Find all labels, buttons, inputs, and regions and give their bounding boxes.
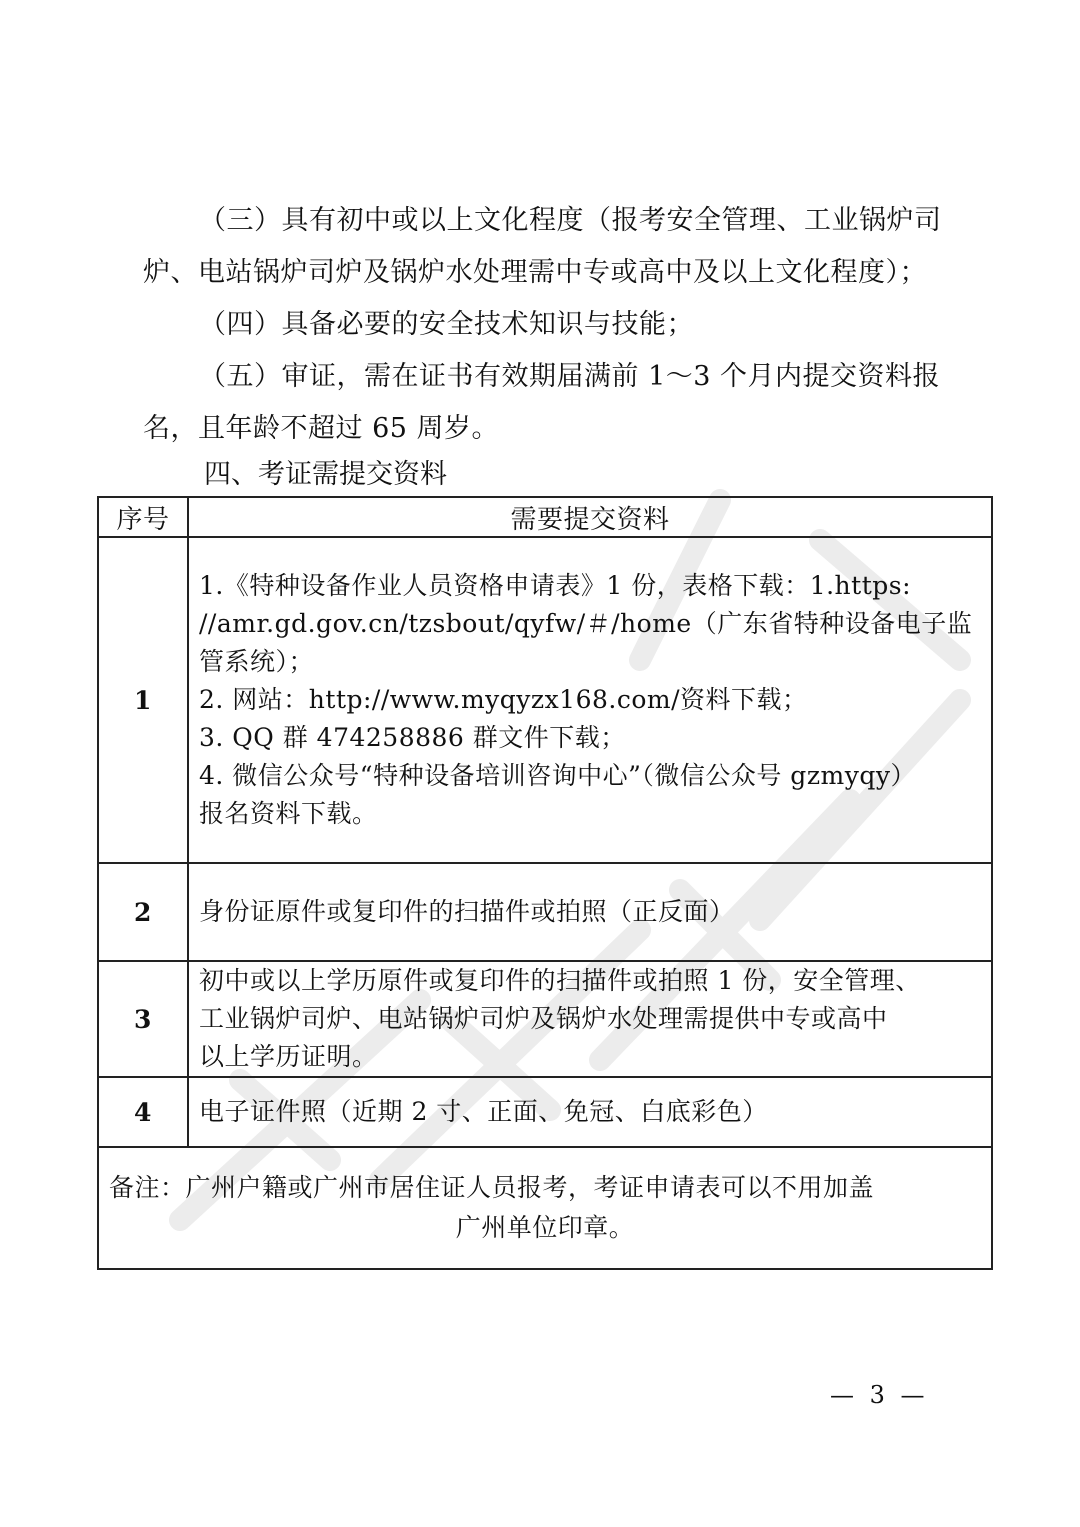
table-row	[98, 961, 992, 1077]
paragraph-three-line2: 炉、电站锅炉司炉及锅炉水处理需中专或高中及以上文化程度）；	[143, 257, 927, 288]
table-row	[98, 1077, 992, 1147]
row-line: //amr.gd.gov.cn/tzsbout/qyfw/＃/home（广东省特种设备电子监	[199, 609, 973, 638]
row-line: 管系统）；	[199, 647, 315, 676]
row-number: 4	[98, 1077, 188, 1147]
page-number: — 3 —	[830, 1381, 929, 1409]
paragraph-three-line1: （三）具有初中或以上文化程度（报考安全管理、工业锅炉司	[199, 205, 942, 236]
row-line: 以上学历证明。	[199, 1042, 378, 1071]
table-header-row	[98, 497, 992, 537]
row-line: 1.《特种设备作业人员资格申请表》1 份，表格下载：1.https:	[199, 571, 912, 600]
note-line1: 备注：广州户籍或广州市居住证人员报考，考证申请表可以不用加盖	[109, 1173, 875, 1202]
table-note	[98, 1147, 992, 1269]
row-content	[188, 537, 992, 863]
row-line: 2. 网站：http://www.myqyzx168.com/资料下载；	[199, 685, 808, 714]
note-line2: 广州单位印章。	[455, 1213, 635, 1242]
row-line: 3. QQ 群 474258886 群文件下载；	[199, 723, 626, 752]
row-content	[188, 1077, 992, 1147]
header-no: 序号	[98, 497, 188, 537]
row-line: 工业锅炉司炉、电站锅炉司炉及锅炉水处理需提供中专或高中	[199, 1004, 888, 1033]
paragraph-five-line1: （五）审证，需在证书有效期届满前 1～3 个月内提交资料报	[199, 361, 941, 392]
header-materials: 需要提交资料	[188, 497, 992, 537]
row-number: 1	[98, 537, 188, 863]
row-line: 初中或以上学历原件或复印件的扫描件或拍照 1 份，安全管理、	[199, 966, 921, 995]
row-line: 4. 微信公众号“特种设备培训咨询中心”（微信公众号 gzmyqy）	[199, 761, 916, 790]
paragraph-five-line2: 名，且年龄不超过 65 周岁。	[143, 413, 500, 444]
row-line: 身份证原件或复印件的扫描件或拍照（正反面）	[199, 897, 735, 926]
row-line: 报名资料下载。	[199, 799, 378, 828]
row-content	[188, 961, 992, 1077]
row-content	[188, 863, 992, 961]
row-line: 电子证件照（近期 2 寸、正面、免冠、白底彩色）	[199, 1097, 768, 1126]
paragraph-four: （四）具备必要的安全技术知识与技能；	[199, 309, 694, 340]
materials-table	[97, 496, 993, 1270]
table-row	[98, 863, 992, 961]
row-number: 2	[98, 863, 188, 961]
table-row	[98, 537, 992, 863]
row-number: 3	[98, 961, 188, 1077]
section-title: 四、考证需提交资料	[204, 459, 447, 490]
table-note-row	[98, 1147, 992, 1269]
